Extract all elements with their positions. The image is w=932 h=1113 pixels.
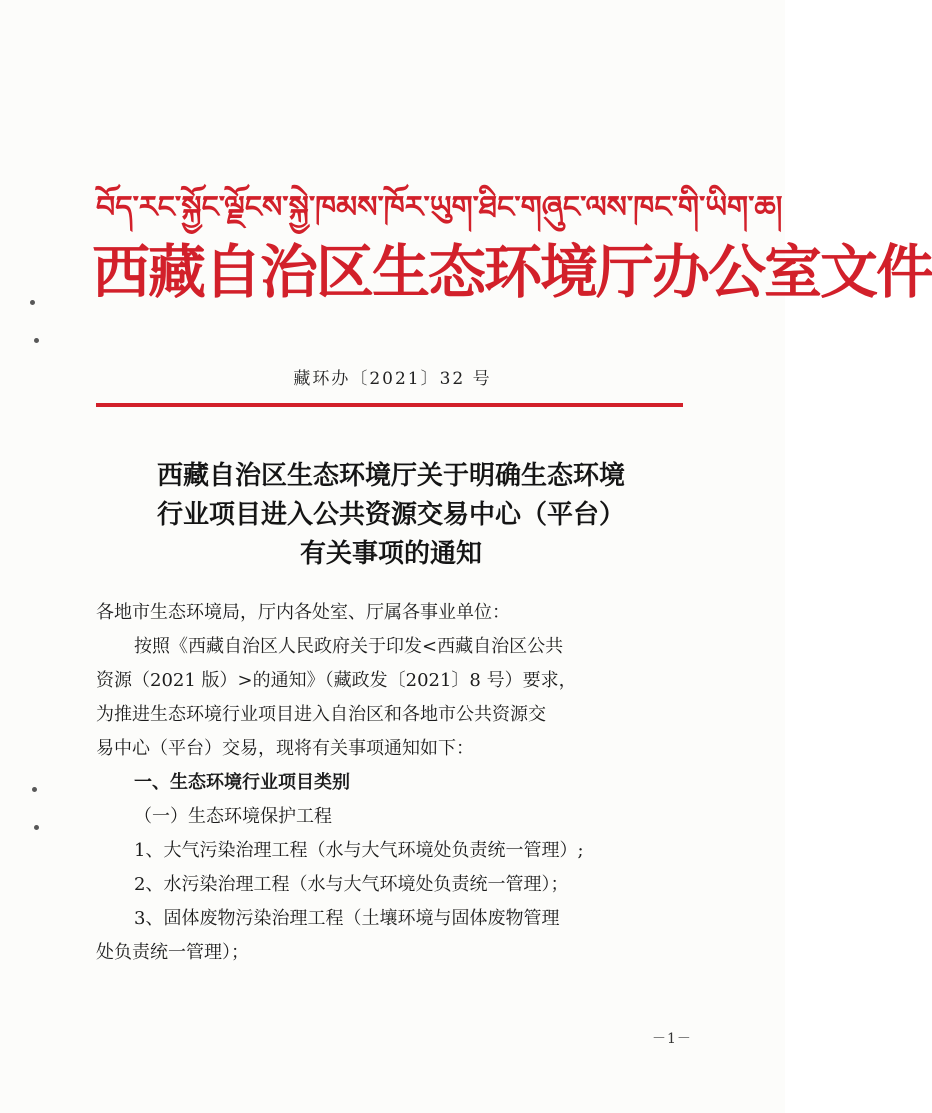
list-item: 处负责统一管理）；: [96, 942, 249, 963]
binding-mark: [34, 825, 39, 830]
page-number: －1－: [652, 1031, 692, 1047]
list-item: 3、固体废物污染治理工程（土壤环境与固体废物管理: [134, 908, 560, 929]
addressee-line: 各地市生态环境局，厅内各处室、厅属各事业单位：: [96, 602, 510, 623]
title-line: 西藏自治区生态环境厅关于明确生态环境: [156, 461, 625, 491]
paragraph-line: 资源（2021 版）>的通知》（藏政发〔2021〕8 号）要求，: [96, 670, 577, 691]
paragraph-line: 为推进生态环境行业项目进入自治区和各地市公共资源交: [96, 704, 546, 725]
list-item: 2、水污染治理工程（水与大气环境处负责统一管理）；: [134, 874, 569, 895]
red-divider: [96, 403, 683, 407]
binding-mark: [32, 787, 37, 792]
list-item: 1、大气污染治理工程（水与大气环境处负责统一管理）;: [134, 840, 584, 861]
notice-title: [96, 457, 686, 574]
subsection-heading: （一）生态环境保护工程: [134, 806, 332, 827]
document-number: 藏环办〔2021〕32 号: [293, 369, 492, 389]
paragraph-line: 按照《西藏自治区人民政府关于印发<西藏自治区公共: [134, 636, 564, 657]
binding-mark: [30, 300, 35, 305]
binding-mark: [34, 338, 39, 343]
section-heading: 一、生态环境行业项目类别: [134, 772, 350, 793]
title-line: 行业项目进入公共资源交易中心（平台）: [156, 500, 625, 530]
org-title: 西藏自治区生态环境厅办公室文件: [92, 238, 932, 306]
notice-body: [96, 596, 686, 970]
paragraph-line: 易中心（平台）交易，现将有关事项通知如下：: [96, 738, 474, 759]
tibetan-header: བོད་རང་སྐྱོང་ལྗོངས་སྐྱེ་ཁམས་ཁོར་ཡུག་ཐིང་གཞུང་ལས་ཁང་གི་ཡིག་ཆ།: [96, 190, 783, 225]
title-line: 有关事项的通知: [299, 539, 482, 569]
